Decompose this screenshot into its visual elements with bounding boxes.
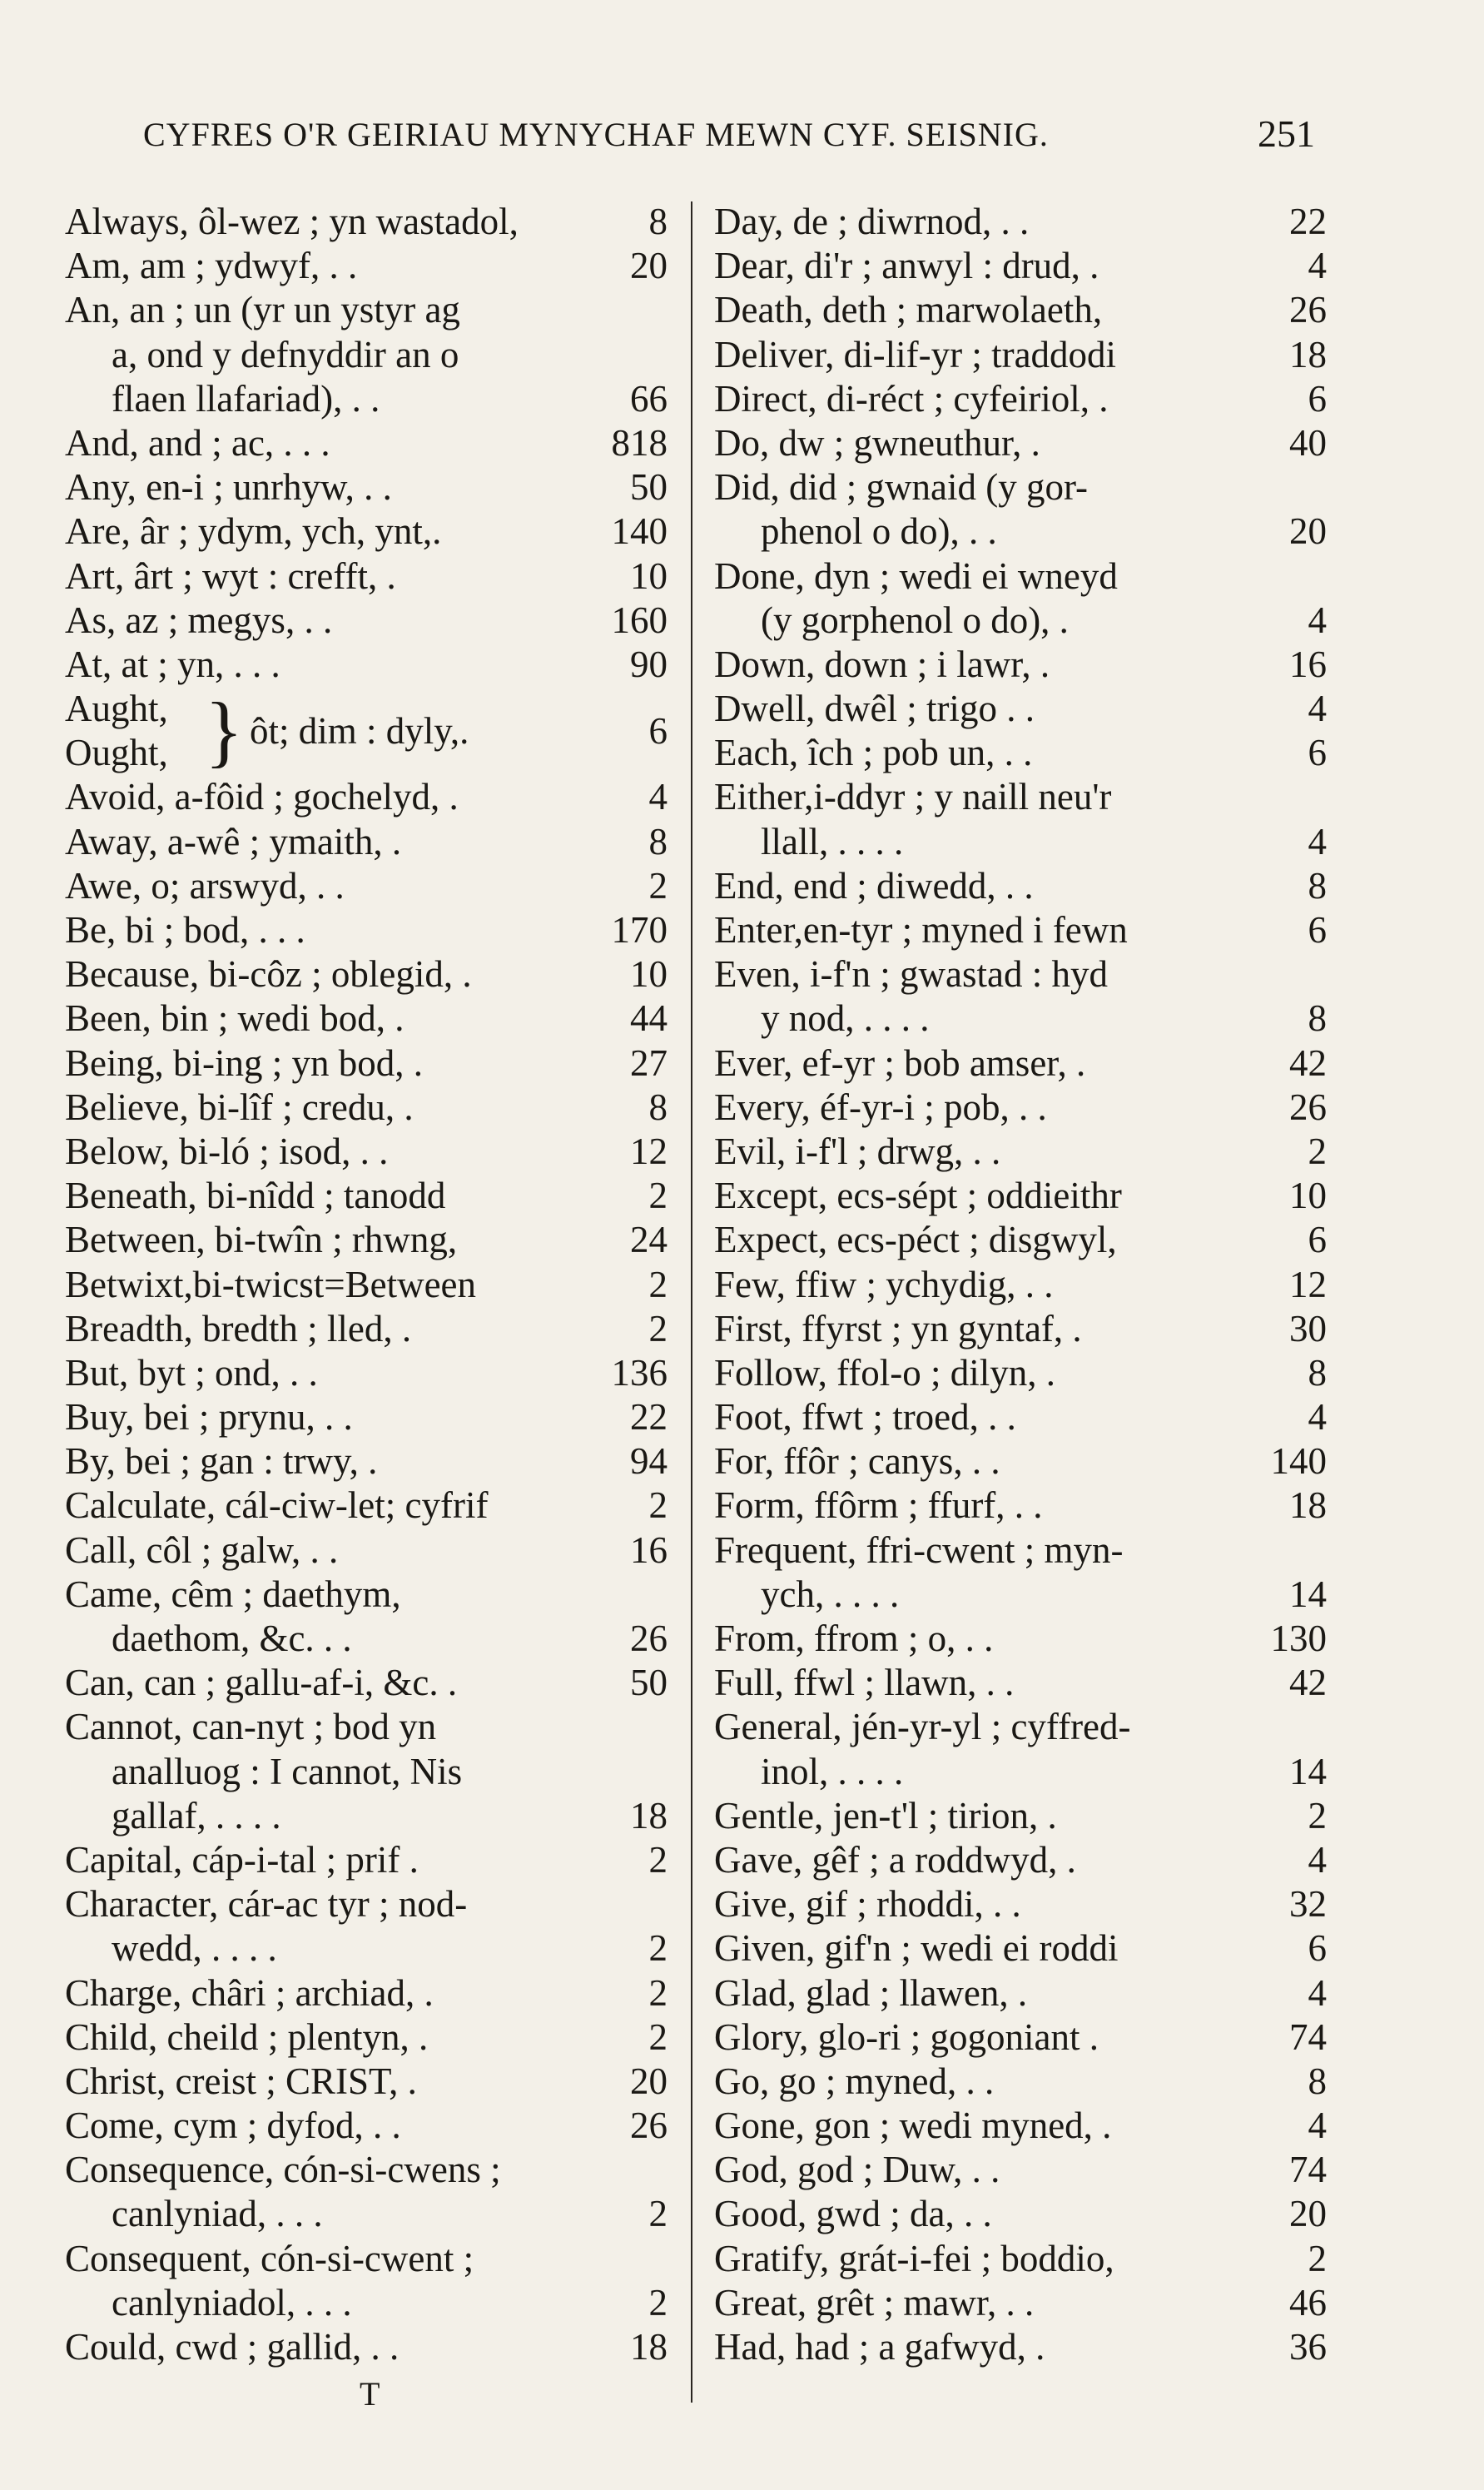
entry-frequency: 4 xyxy=(648,776,668,818)
entry-line xyxy=(65,643,668,687)
entry-text: Even, i-f'n ; gwastad : hyd xyxy=(714,953,1109,996)
entry-line xyxy=(65,1351,668,1395)
entry-frequency: 12 xyxy=(1289,1263,1327,1305)
entry-line xyxy=(714,643,1327,687)
entry-text: Art, ârt ; wyt : crefft, . xyxy=(65,554,396,597)
entry-line xyxy=(714,1351,1327,1395)
entry-frequency: 4 xyxy=(1308,820,1327,862)
entry-text: Down, down ; i lawr, . xyxy=(714,643,1050,685)
entry-frequency: 140 xyxy=(1270,1440,1327,1483)
entry-text: gallaf, . . . . xyxy=(112,1794,281,1836)
entry-frequency: 8 xyxy=(648,820,668,862)
entry-text: Away, a-wê ; ymaith, . xyxy=(65,820,402,862)
entry-text: As, az ; megys, . . xyxy=(65,599,333,641)
entry-line xyxy=(714,1086,1327,1130)
entry-line xyxy=(65,288,668,332)
entry-line xyxy=(65,952,668,996)
entry-line xyxy=(65,1484,668,1528)
entry-frequency: 18 xyxy=(1289,333,1327,375)
entry-line xyxy=(714,1617,1327,1661)
entry-frequency: 6 xyxy=(1308,1219,1327,1261)
entry-frequency: 14 xyxy=(1289,1750,1327,1792)
entry-line xyxy=(714,952,1327,996)
entry-frequency: 2 xyxy=(648,1838,668,1881)
entry-line xyxy=(65,200,668,244)
entry-line xyxy=(65,820,668,864)
entry-frequency: 2 xyxy=(1308,2237,1327,2279)
entry-text: Are, âr ; ydym, ych, ynt,. xyxy=(65,510,442,553)
entry-text: Being, bi-ing ; yn bod, . xyxy=(65,1041,423,1084)
entry-text: Believe, bi-lîf ; credu, . xyxy=(65,1086,414,1128)
entry-line xyxy=(714,377,1327,421)
entry-line xyxy=(714,1838,1327,1882)
entry-frequency: 20 xyxy=(1289,2193,1327,2235)
entry-frequency: 2 xyxy=(648,1175,668,1217)
entry-frequency: 12 xyxy=(630,1130,668,1172)
entry-line xyxy=(714,1041,1327,1086)
entry-headword: Ought, xyxy=(65,732,168,774)
entry-line xyxy=(65,2325,668,2369)
entry-line xyxy=(714,2281,1327,2325)
entry-text: Dear, di'r ; anwyl : drud, . xyxy=(714,245,1099,287)
entry-frequency: 2 xyxy=(648,2015,668,2058)
entry-text: Because, bi-côz ; oblegid, . xyxy=(65,953,472,996)
entry-frequency: 66 xyxy=(630,377,668,420)
entry-line xyxy=(65,509,668,554)
entry-text: Except, ecs-sépt ; oddieithr xyxy=(714,1175,1122,1217)
entry-text: Day, de ; diwrnod, . . xyxy=(714,201,1030,242)
entry-text: Few, ffiw ; ychydig, . . xyxy=(714,1263,1054,1305)
entry-line xyxy=(65,1439,668,1484)
entry-text: daethom, &c. . . xyxy=(112,1618,352,1660)
entry-text: Betwixt,bi-twicst=Between xyxy=(65,1263,477,1305)
entry-continuation xyxy=(714,599,1327,643)
entry-frequency: 20 xyxy=(1289,510,1327,553)
entry-line xyxy=(714,2192,1327,2236)
entry-frequency: 24 xyxy=(630,1219,668,1261)
entry-frequency: 6 xyxy=(1308,377,1327,420)
entry-text: Given, gif'n ; wedi ei roddi xyxy=(714,1927,1119,1970)
entry-continuation xyxy=(65,2281,668,2325)
entry-line xyxy=(714,244,1327,288)
entry-frequency: 16 xyxy=(630,1528,668,1571)
entry-line xyxy=(65,554,668,599)
entry-line xyxy=(65,244,668,288)
entry-line xyxy=(714,2325,1327,2369)
entry-frequency: 4 xyxy=(1308,1396,1327,1439)
entry-text: Glory, glo-ri ; gogoniant . xyxy=(714,2015,1099,2058)
entry-text: ych, . . . . xyxy=(761,1573,900,1615)
entry-text: Came, cêm ; daethym, xyxy=(65,1573,401,1615)
entry-line xyxy=(714,1130,1327,1174)
entry-line xyxy=(65,1086,668,1130)
entry-text: General, jén-yr-yl ; cyffred- xyxy=(714,1706,1131,1748)
entry-text: Do, dw ; gwneuthur, . xyxy=(714,421,1040,464)
entry-line xyxy=(714,1528,1327,1573)
entry-text: Death, deth ; marwolaeth, xyxy=(714,289,1103,331)
entry-frequency: 6 xyxy=(648,709,668,752)
entry-text: Always, ôl-wez ; yn wastadol, xyxy=(65,201,519,242)
entry-frequency: 6 xyxy=(1308,909,1327,951)
entry-frequency: 94 xyxy=(630,1440,668,1483)
entry-frequency: 74 xyxy=(1289,2015,1327,2058)
entry-text: Come, cym ; dyfod, . . xyxy=(65,2105,401,2147)
entry-line xyxy=(714,333,1327,377)
entry-text: Consequent, cón-si-cwent ; xyxy=(65,2237,474,2279)
entry-text: Below, bi-ló ; isod, . . xyxy=(65,1130,389,1172)
entry-text: phenol o do), . . xyxy=(761,510,997,553)
entry-line xyxy=(714,775,1327,819)
entry-line xyxy=(714,1439,1327,1484)
entry-continuation xyxy=(714,1573,1327,1617)
entry-frequency: 2 xyxy=(648,1307,668,1349)
brace-glyph: } xyxy=(205,686,244,776)
entry-text: Glad, glad ; llawen, . xyxy=(714,1971,1028,2014)
entry-text: From, ffrom ; o, . . xyxy=(714,1618,994,1659)
entry-frequency: 30 xyxy=(1289,1307,1327,1349)
entry-line xyxy=(65,2015,668,2060)
entry-line xyxy=(65,1838,668,1882)
entry-frequency: 18 xyxy=(630,1794,668,1836)
entry-text: y nod, . . . . xyxy=(761,997,930,1040)
entry-frequency: 2 xyxy=(1308,1794,1327,1836)
entry-text: Gave, gêf ; a roddwyd, . xyxy=(714,1838,1076,1881)
entry-continuation xyxy=(65,1794,668,1838)
page-number: 251 xyxy=(1258,112,1315,155)
entry-line xyxy=(714,2237,1327,2281)
entry-line xyxy=(65,908,668,952)
entry-text: canlyniadol, . . . xyxy=(112,2281,352,2324)
entry-line xyxy=(714,288,1327,332)
entry-line xyxy=(714,2015,1327,2060)
entry-line xyxy=(65,996,668,1041)
entry-text: Calculate, cál-ciw-let; cyfrif xyxy=(65,1484,489,1527)
entry-frequency: 26 xyxy=(630,2105,668,2147)
entry-line xyxy=(65,1882,668,1926)
entry-text: Evil, i-f'l ; drwg, . . xyxy=(714,1130,1001,1172)
entry-text: Buy, bei ; prynu, . . xyxy=(65,1396,353,1439)
entry-frequency: 10 xyxy=(630,554,668,597)
entry-line xyxy=(714,864,1327,908)
entry-text: Every, éf-yr-i ; pob, . . xyxy=(714,1086,1047,1128)
entry-text: Either,i-ddyr ; y naill neu'r xyxy=(714,776,1112,818)
entry-line xyxy=(714,731,1327,775)
entry-frequency: 50 xyxy=(630,466,668,509)
entry-line xyxy=(65,465,668,509)
column-divider xyxy=(691,201,692,2403)
entry-frequency: 44 xyxy=(630,997,668,1040)
entry-frequency: 4 xyxy=(1308,688,1327,730)
entry-text: Full, ffwl ; llawn, . . xyxy=(714,1662,1015,1704)
entry-frequency: 2 xyxy=(648,1263,668,1305)
entry-line xyxy=(65,2237,668,2281)
entry-frequency: 6 xyxy=(1308,1927,1327,1970)
entry-line xyxy=(714,1882,1327,1926)
entry-frequency: 8 xyxy=(1308,2060,1327,2102)
entry-frequency: 10 xyxy=(630,953,668,996)
entry-text: Am, am ; ydwyf, . . xyxy=(65,245,358,287)
right-column xyxy=(714,200,1327,2369)
entry-frequency: 2 xyxy=(648,1927,668,1970)
entry-text: Done, dyn ; wedi ei wneyd xyxy=(714,554,1118,597)
entry-line xyxy=(714,1926,1327,1971)
entry-line xyxy=(65,1705,668,1749)
entry-line xyxy=(65,1528,668,1573)
entry-text: Great, grêt ; mawr, . . xyxy=(714,2281,1035,2324)
entry-line xyxy=(714,421,1327,465)
entry-frequency: 42 xyxy=(1289,1041,1327,1084)
entry-frequency: 8 xyxy=(648,201,668,242)
entry-line xyxy=(714,2060,1327,2104)
entry-line xyxy=(714,1661,1327,1705)
entry-continuation xyxy=(65,1750,668,1794)
entry-text: Dwell, dwêl ; trigo . . xyxy=(714,688,1035,730)
entry-frequency: 2 xyxy=(648,864,668,907)
entry-line xyxy=(714,1263,1327,1307)
entry-text: Charge, châri ; archiad, . xyxy=(65,1971,434,2014)
entry-frequency: 8 xyxy=(1308,1351,1327,1394)
entry-frequency: 18 xyxy=(630,2326,668,2368)
entry-frequency: 32 xyxy=(1289,1883,1327,1926)
entry-frequency: 26 xyxy=(1289,1086,1327,1128)
entry-frequency: 50 xyxy=(630,1662,668,1704)
entry-frequency: 26 xyxy=(630,1618,668,1660)
entry-line xyxy=(714,1307,1327,1351)
entry-line xyxy=(714,554,1327,599)
entry-frequency: 46 xyxy=(1289,2281,1327,2324)
entry-text: End, end ; diwedd, . . xyxy=(714,864,1034,907)
entry-line xyxy=(65,599,668,643)
entry-text: Awe, o; arswyd, . . xyxy=(65,864,345,907)
entry-text: Foot, ffwt ; troed, . . xyxy=(714,1396,1016,1439)
entry-text: Gratify, grát-i-fei ; boddio, xyxy=(714,2237,1114,2279)
entry-text: An, an ; un (yr un ystyr ag xyxy=(65,289,460,331)
signature-mark: T xyxy=(360,2375,380,2413)
entry-text: At, at ; yn, . . . xyxy=(65,643,280,685)
entry-text: Each, îch ; pob un, . . xyxy=(714,732,1033,774)
entry-continuation xyxy=(65,1617,668,1661)
entry-line xyxy=(65,1218,668,1262)
entry-line xyxy=(65,1971,668,2015)
entry-line xyxy=(65,1263,668,1307)
entry-text: Had, had ; a gafwyd, . xyxy=(714,2326,1045,2368)
entry-text: llall, . . . . xyxy=(761,820,904,862)
entry-text: By, bei ; gan : trwy, . xyxy=(65,1440,378,1483)
entry-text: Give, gif ; rhoddi, . . xyxy=(714,1883,1021,1926)
entry-frequency: 26 xyxy=(1289,289,1327,331)
entry-frequency: 20 xyxy=(630,2060,668,2102)
entry-text: Cannot, can-nyt ; bod yn xyxy=(65,1706,437,1748)
entry-text: Ever, ef-yr ; bob amser, . xyxy=(714,1041,1086,1084)
entry-line xyxy=(65,1130,668,1174)
entry-text: Form, ffôrm ; ffurf, . . xyxy=(714,1484,1043,1527)
entry-continuation xyxy=(714,996,1327,1041)
entry-text: Been, bin ; wedi bod, . xyxy=(65,997,405,1040)
entry-text: Frequent, ffri-cwent ; myn- xyxy=(714,1528,1124,1571)
entry-frequency: 2 xyxy=(648,1484,668,1527)
entry-text: Good, gwd ; da, . . xyxy=(714,2193,992,2235)
entry-text: Direct, di-réct ; cyfeiriol, . xyxy=(714,377,1109,420)
entry-line xyxy=(65,1661,668,1705)
entry-text: Breadth, bredth ; lled, . xyxy=(65,1307,412,1349)
entry-line xyxy=(65,2148,668,2192)
entry-line xyxy=(714,908,1327,952)
entry-text: Be, bi ; bod, . . . xyxy=(65,909,305,952)
entry-frequency: 130 xyxy=(1270,1618,1327,1659)
entry-frequency: 90 xyxy=(630,643,668,685)
entry-line xyxy=(65,775,668,819)
entry-frequency: 22 xyxy=(630,1396,668,1439)
entry-line xyxy=(714,1218,1327,1262)
entry-line xyxy=(714,200,1327,244)
entry-line xyxy=(714,687,1327,731)
entry-text: inol, . . . . xyxy=(761,1750,904,1792)
entry-frequency: 4 xyxy=(1308,599,1327,641)
entry-text: Character, cár-ac tyr ; nod- xyxy=(65,1883,468,1926)
entry-continuation xyxy=(65,2192,668,2236)
entry-text: Any, en-i ; unrhyw, . . xyxy=(65,466,392,509)
entry-frequency: 818 xyxy=(611,421,668,464)
entry-text: Enter,en-tyr ; myned i fewn xyxy=(714,909,1128,951)
entry-continuation xyxy=(65,377,668,421)
entry-text: And, and ; ac, . . . xyxy=(65,421,330,464)
entry-text: Between, bi-twîn ; rhwng, xyxy=(65,1219,458,1261)
entry-line xyxy=(714,1174,1327,1218)
entry-frequency: 160 xyxy=(611,599,668,641)
entry-line xyxy=(65,864,668,908)
entry-continuation xyxy=(714,1750,1327,1794)
entry-frequency: 136 xyxy=(611,1351,668,1394)
entry-text: Call, côl ; galw, . . xyxy=(65,1528,339,1571)
entry-frequency: 4 xyxy=(1308,1971,1327,2014)
entry-line xyxy=(65,1573,668,1617)
entry-frequency: 4 xyxy=(1308,2105,1327,2147)
entry-frequency: 8 xyxy=(648,1086,668,1128)
entry-text: Beneath, bi-nîdd ; tanodd xyxy=(65,1175,446,1217)
entry-frequency: 4 xyxy=(1308,1838,1327,1881)
entry-text: Can, can ; gallu-af-i, &c. . xyxy=(65,1662,458,1704)
entry-frequency: 10 xyxy=(1289,1175,1327,1217)
entry-line xyxy=(714,1705,1327,1749)
entry-frequency: 22 xyxy=(1289,201,1327,242)
entry-line xyxy=(714,1794,1327,1838)
entry-line xyxy=(714,465,1327,509)
entry-text: Could, cwd ; gallid, . . xyxy=(65,2326,400,2368)
entry-frequency: 36 xyxy=(1289,2326,1327,2368)
running-head-title: CYFRES O'R GEIRIAU MYNYCHAF MEWN CYF. SEISNIG. xyxy=(143,116,1049,153)
entry-text: Follow, ffol-o ; dilyn, . xyxy=(714,1351,1056,1394)
entry-line xyxy=(65,1307,668,1351)
entry-frequency: 2 xyxy=(648,1971,668,2014)
entry-frequency: 2 xyxy=(648,2281,668,2324)
running-head xyxy=(143,112,1315,155)
entry-text: First, ffyrst ; yn gyntaf, . xyxy=(714,1307,1082,1349)
entry-text: flaen llafariad), . . xyxy=(112,377,380,420)
entry-text: Deliver, di-lif-yr ; traddodi xyxy=(714,333,1117,375)
entry-frequency: 4 xyxy=(1308,245,1327,287)
entry-frequency: 20 xyxy=(630,245,668,287)
entry-line-brace xyxy=(65,687,668,775)
entry-continuation xyxy=(65,1926,668,1971)
entry-frequency: 170 xyxy=(611,909,668,952)
entry-text: wedd, . . . . xyxy=(112,1927,277,1970)
entry-frequency: 8 xyxy=(1308,997,1327,1040)
entry-text: Capital, cáp-i-tal ; prif . xyxy=(65,1838,419,1881)
entry-line xyxy=(65,2104,668,2148)
entry-frequency: 8 xyxy=(1308,864,1327,907)
entry-text: Consequence, cón-si-cwens ; xyxy=(65,2149,501,2191)
entry-frequency: 14 xyxy=(1289,1573,1327,1615)
entry-text: Christ, creist ; CRIST, . xyxy=(65,2060,417,2102)
entry-headword: Aught, xyxy=(65,688,168,730)
entry-line xyxy=(65,1041,668,1086)
entry-text: a, ond y defnyddir an o xyxy=(112,333,459,375)
entry-definition: ôt; dim : dyly,. xyxy=(250,709,469,752)
entry-text: But, byt ; ond, . . xyxy=(65,1351,318,1394)
entry-line xyxy=(65,421,668,465)
entry-line xyxy=(65,1174,668,1218)
entry-text: Expect, ecs-péct ; disgwyl, xyxy=(714,1219,1117,1261)
entry-frequency: 140 xyxy=(611,510,668,553)
entry-frequency: 2 xyxy=(648,2193,668,2235)
entry-text: Did, did ; gwnaid (y gor- xyxy=(714,466,1089,509)
entry-text: Gentle, jen-t'l ; tirion, . xyxy=(714,1794,1057,1836)
entry-line xyxy=(65,1395,668,1439)
entry-continuation xyxy=(65,333,668,377)
entry-text: Go, go ; myned, . . xyxy=(714,2060,995,2102)
entry-frequency: 42 xyxy=(1289,1662,1327,1704)
entry-frequency: 16 xyxy=(1289,643,1327,685)
entry-frequency: 27 xyxy=(630,1041,668,1084)
entry-frequency: 40 xyxy=(1289,421,1327,464)
entry-line xyxy=(714,1484,1327,1528)
entry-text: For, ffôr ; canys, . . xyxy=(714,1440,1000,1483)
entry-text: God, god ; Duw, . . xyxy=(714,2149,1000,2191)
entry-text: Avoid, a-fôid ; gochelyd, . xyxy=(65,776,459,818)
entry-text: Gone, gon ; wedi myned, . xyxy=(714,2105,1112,2147)
entry-line xyxy=(714,2104,1327,2148)
entry-continuation xyxy=(714,820,1327,864)
entry-line xyxy=(714,1395,1327,1439)
entry-text: (y gorphenol o do), . xyxy=(761,599,1069,641)
entry-frequency: 6 xyxy=(1308,732,1327,774)
left-column xyxy=(65,200,668,2369)
entry-frequency: 2 xyxy=(1308,1130,1327,1172)
entry-text: analluog : I cannot, Nis xyxy=(112,1750,463,1792)
entry-line xyxy=(65,2060,668,2104)
entry-text: Child, cheild ; plentyn, . xyxy=(65,2015,429,2058)
entry-frequency: 74 xyxy=(1289,2149,1327,2191)
entry-line xyxy=(714,2148,1327,2192)
entry-line xyxy=(714,1971,1327,2015)
entry-frequency: 18 xyxy=(1289,1484,1327,1527)
entry-continuation xyxy=(714,509,1327,554)
entry-text: canlyniad, . . . xyxy=(112,2193,323,2235)
